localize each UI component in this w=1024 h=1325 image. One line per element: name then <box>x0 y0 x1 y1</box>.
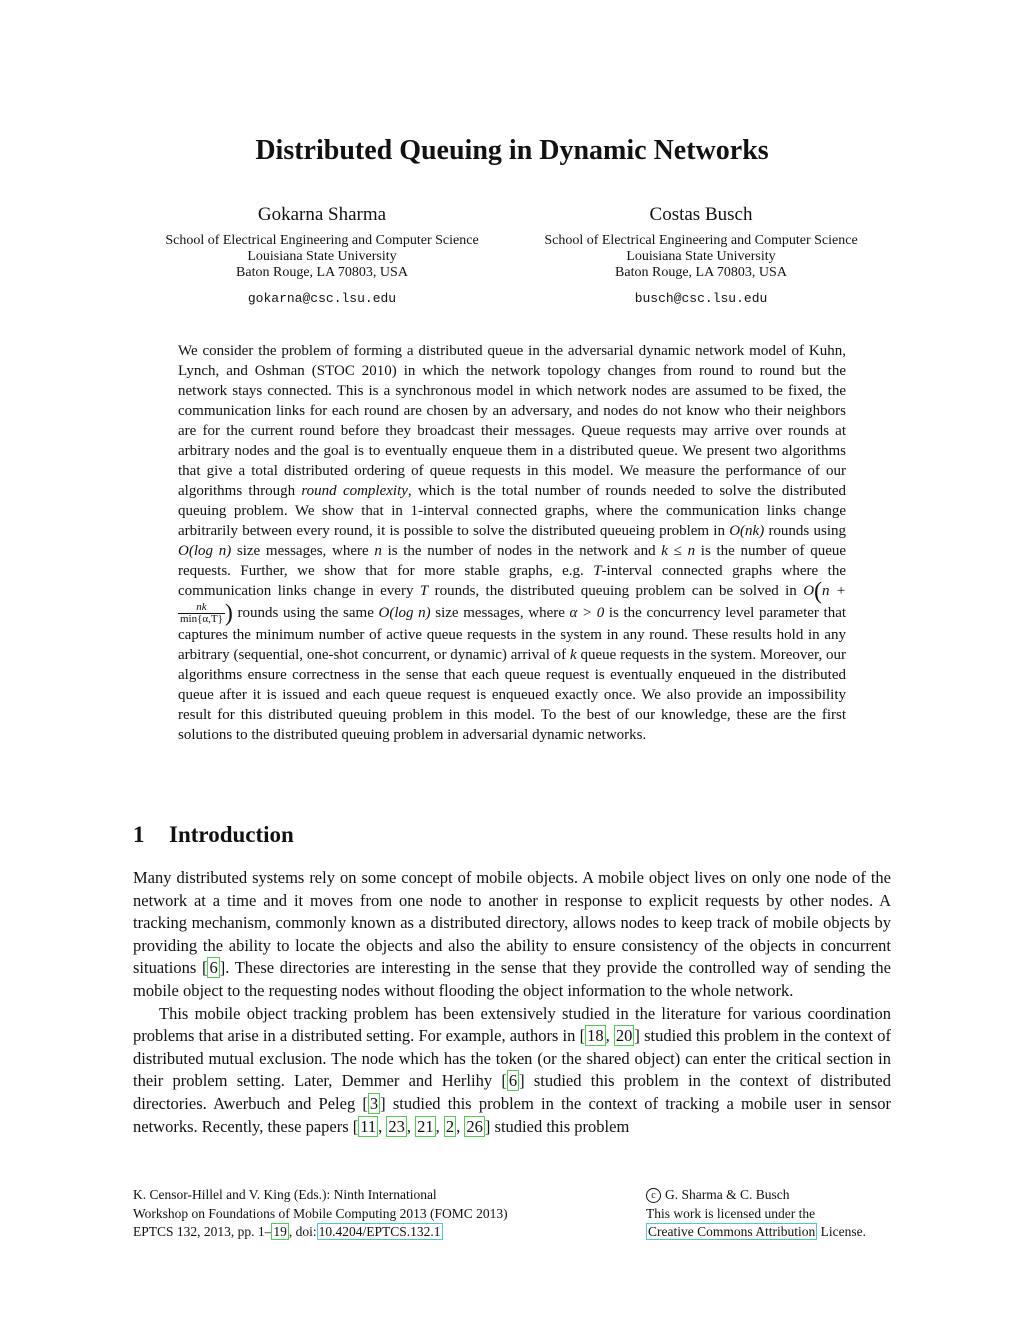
body-paragraph: Many distributed systems rely on some concept of mobile objects. A mobile object lives on only one node of the network at a time and it moves from one node to another in response to explicit requests by other nodes. A tracking mechanism, commonly known as a distributed directory, allows nodes to keep track of mobile objects by providing the ability to locate the objects and also the ability to ensure consistency of the objects in concurrent situations [ 6 ]. These directories are interesting in the sense that they provide the controlled way of sending the mobile object to the requesting nodes without flooding the object information to the whole network. <box>133 868 892 1000</box>
author-email: gokarna@csc.lsu.edu <box>247 291 397 306</box>
abstract-paragraph: We consider the problem of forming a distributed queue in the adversarial dynamic network model of Kuhn, Lynch, and Oshman (STOC 2010) in which the network topology changes from round to round but the network stays connected. This is a synchronous model in which network nodes are assumed to be fixed, the communication links for each round are chosen by an adversary, and nodes do not know who their neighbors are for the current round before they broadcast their messages. Queue requests may arrive over rounds at arbitrary nodes and the goal is to eventually enqueue them in a distributed queue. We present two algorithms that give a total distributed ordering of queue requests in this model. We measure the performance of our algorithms through round complexity, which is the total number of rounds needed to solve the distributed queuing problem. We show that in 1-interval connected graphs, where the communication links change arbitrarily between every round, it is possible to solve the distributed queueing problem in O(nk) rounds using O(log n) size messages, where n is the number of nodes in the network and k ≤ n is the number of queue requests. Further, we show that for more stable graphs, e.g. T-interval connected graphs where the communication links change in every T rounds, the distributed queuing problem can be solved in O(n + $\frac{nk}{\min\{\alpha,T\}}$ ) rounds using the same O(log n) size messages, where α > 0 is the concurrency level parameter that captures the minimum number of active queue requests in the system in any round. These results hold in any arbitrary (sequential, one-shot concurrent, or dynamic) arrival of k queue requests in the system. Moreover, our algorithms ensure correctness in the sense that each queue request is eventually enqueued in the distributed queue after it is issued and each queue request is enqueued exactly once. We also provide an impossibility result for this distributed queuing problem in this model. To the best of our knowledge, these are the first solutions to the distributed queuing problem in adversarial dynamic networks. <box>178 343 847 743</box>
math-expression: O(log n) <box>378 604 431 621</box>
author-affiliation-line: School of Electrical Engineering and Computer Science <box>165 233 479 248</box>
emphasized-term: round complexity <box>301 483 408 499</box>
section-number: 1 <box>133 822 145 847</box>
math-expression: k <box>570 646 577 663</box>
citation-link[interactable]: 6 <box>508 1071 518 1091</box>
author-email: busch@csc.lsu.edu <box>634 291 768 306</box>
author-name: Gokarna Sharma <box>257 204 387 225</box>
footer-line: Workshop on Foundations of Mobile Computing 2013 (FOMC 2013) <box>133 1205 508 1221</box>
fraction-numerator: nk <box>178 602 225 614</box>
section-heading <box>133 822 294 848</box>
math-expression: O(nk) <box>729 523 765 539</box>
footer-line: K. Censor-Hillel and V. King (Eds.): Ninth International <box>133 1187 437 1202</box>
fraction-denominator: min{α,T} <box>180 612 223 625</box>
footer-line: Creative Commons Attribution License. <box>648 1224 866 1239</box>
body-paragraph: This mobile object tracking problem has been extensively studied in the literature for various coordination problems that arise in a distributed setting. For example, authors in [ 18 , 20 ] studied this problem in the context of distributed mutual exclusion. The node which has the token (or the shared object) can enter the critical section in their problem setting. Later, Demmer and Herlihy [ 6 ] studied this problem in the context of distributed directories. Awerbuch and Peleg [ 3 ] studied this problem in the context of tracking a mobile user in sensor networks. Recently, these papers [ 11 , 23 , 21 , 2 , 26 ] studied this problem <box>133 1003 891 1136</box>
author-affiliation-line: School of Electrical Engineering and Computer Science <box>544 233 858 248</box>
footer-line: EPTCS 132, 2013, pp. 1– 19 , doi: 10.4204/EPTCS.132.1 <box>133 1224 441 1239</box>
math-expression: α > 0 <box>569 604 605 621</box>
footer-license <box>646 1186 906 1242</box>
math-expression: T <box>593 563 602 579</box>
paper-title: Distributed Queuing in Dynamic Networks <box>255 135 769 166</box>
footer-venue <box>133 1186 593 1242</box>
footer-line: c G. Sharma & C. Busch <box>646 1186 906 1205</box>
math-fraction <box>178 602 225 625</box>
math-expression: O(log n) <box>178 543 232 559</box>
citation-link[interactable]: 23 <box>388 1116 405 1136</box>
author-name: Costas Busch <box>649 204 753 225</box>
math-expression: T <box>419 583 429 599</box>
citation-link[interactable]: 26 <box>466 1116 483 1136</box>
section-title: Introduction <box>169 822 294 847</box>
citation-link[interactable]: 2 <box>445 1116 455 1136</box>
body-text <box>133 867 891 1138</box>
author-block-1 <box>142 203 502 306</box>
math-expression: n <box>374 543 382 559</box>
citation-link[interactable]: 3 <box>369 1093 379 1113</box>
author-affiliation-line: Baton Rouge, LA 70803, USA <box>236 265 408 280</box>
citation-link[interactable]: 21 <box>417 1116 434 1136</box>
author-affiliation-line: Louisiana State University <box>247 249 397 264</box>
author-block-2 <box>521 203 881 306</box>
citation-link[interactable]: 18 <box>587 1026 604 1046</box>
math-big-o: O <box>803 583 815 599</box>
copyright-icon: c <box>646 1188 661 1203</box>
author-affiliation-line: Baton Rouge, LA 70803, USA <box>615 265 787 280</box>
citation-link[interactable]: 20 <box>615 1026 633 1046</box>
doi-link[interactable]: 10.4204/EPTCS.132.1 <box>318 1224 441 1239</box>
math-expression: n + <box>822 583 847 599</box>
abstract <box>178 341 846 745</box>
footer-line: This work is licensed under the <box>646 1205 816 1221</box>
license-link[interactable]: Creative Commons Attribution <box>648 1224 816 1239</box>
citation-link[interactable]: 6 <box>209 958 218 978</box>
math-expression: k ≤ n <box>661 543 696 559</box>
author-affiliation-line: Louisiana State University <box>626 249 776 264</box>
page-count-link[interactable]: 19 <box>273 1224 287 1239</box>
citation-link[interactable]: 11 <box>360 1116 377 1136</box>
